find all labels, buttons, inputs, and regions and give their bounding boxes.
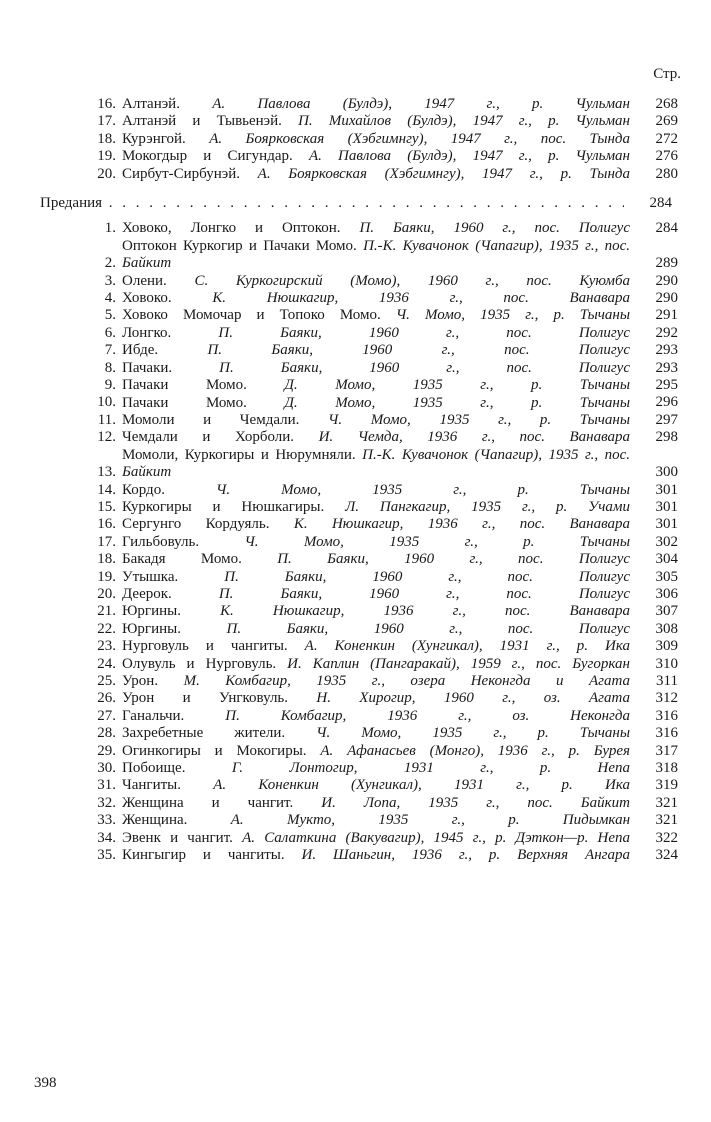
entry-number: 29. — [97, 742, 116, 759]
entry-number: 32. — [97, 794, 116, 811]
entry-page: 322 — [655, 829, 678, 846]
section-heading — [40, 195, 680, 212]
entry-title: Мокогдыр и Сигундар. — [122, 148, 293, 165]
entry-number: 9. — [104, 377, 116, 394]
entry-body — [122, 238, 630, 273]
entry-title: Пачаки Момо. — [122, 377, 247, 394]
entry-author: Ч. Момо, 1935 г., р. Тычаны — [395, 307, 630, 324]
page-number: 398 — [34, 1075, 57, 1091]
toc-entry — [40, 290, 680, 307]
entry-author: П. Комбагир, 1936 г., оз. Неконгда — [225, 707, 630, 724]
entry-page: 318 — [655, 760, 678, 776]
toc-entry — [40, 777, 680, 794]
table-of-contents — [40, 96, 680, 864]
entry-body — [122, 777, 630, 794]
entry-title: Урон и Унгковуль. — [122, 690, 289, 707]
entry-number: 24. — [97, 655, 116, 672]
entry-author: Л. Пангкагир, 1935 г., р. Учами — [345, 498, 630, 515]
entry-author: И. Каплин (Пангаракай), 1959 г., пос. Бугоркан — [287, 655, 630, 672]
toc-entry — [40, 621, 680, 638]
entry-body — [122, 447, 630, 482]
entry-author: М. Комбагир, 1935 г., озера Неконгда и Агата — [183, 672, 630, 689]
entry-title: Куркогиры и Нюшкагиры. — [122, 498, 325, 515]
entry-body — [122, 166, 630, 183]
toc-entry — [40, 516, 680, 533]
entry-author: Ч. Момо, 1935 г., р. Тычаны — [316, 725, 630, 742]
entry-number: 18. — [97, 551, 116, 568]
toc-entry — [40, 673, 680, 690]
entry-body — [122, 656, 630, 673]
entry-page: 321 — [655, 812, 678, 829]
toc-entry — [40, 342, 680, 359]
entry-title: Сирбут-Сирбунэй. — [122, 165, 240, 182]
entry-title: Момоли и Чемдали. — [122, 411, 300, 428]
entry-number: 33. — [97, 812, 116, 829]
entry-body — [122, 96, 630, 113]
toc-entry — [40, 760, 680, 777]
toc-entry — [40, 96, 680, 113]
entry-number: 11. — [97, 411, 116, 428]
entry-title: Женщина. — [122, 812, 188, 829]
entry-author: А. Павлова (Булдэ), 1947 г., р. Чульман — [308, 148, 630, 165]
entry-body — [122, 708, 630, 725]
entry-page: 300 — [655, 464, 678, 481]
entry-author: П. Баяки, 1960 г., пос. Полигус — [218, 585, 630, 602]
entry-number: 30. — [97, 760, 116, 776]
entry-author: П. Баяки, 1960 г., пос. Полигус — [218, 324, 630, 341]
entry-body — [122, 342, 630, 359]
entry-number: 12. — [97, 429, 116, 446]
entry-page: 289 — [655, 255, 678, 272]
entry-title: Кордо. — [122, 481, 165, 498]
entry-body — [122, 812, 630, 829]
entry-title: Женщина и чангит. — [122, 794, 294, 811]
entry-title: Огинкогиры и Мокогиры. — [122, 742, 307, 759]
entry-body — [122, 220, 630, 237]
entry-title: Ховоко, Лонгко и Оптокон. — [122, 220, 341, 237]
entry-body — [122, 148, 630, 165]
entry-number: 19. — [97, 568, 116, 585]
entry-body — [122, 534, 630, 551]
entry-number: 13. — [97, 464, 116, 481]
entry-author: К. Нюшкагир, 1936 г., пос. Ванавара — [220, 603, 630, 620]
entry-number: 16. — [97, 96, 116, 112]
toc-entry — [40, 273, 680, 290]
entry-body — [122, 673, 630, 690]
entry-number: 1. — [104, 220, 116, 237]
section-page: 284 — [649, 195, 672, 212]
entry-title: Утышка. — [122, 568, 179, 585]
entry-author: Ч. Момо, 1935 г., р. Тычаны — [244, 533, 630, 550]
entry-body — [122, 412, 630, 429]
entry-author: П. Баяки, 1960 г., пос. Полигус — [226, 620, 630, 637]
entry-title: Алтанэй и Тывьенэй. — [122, 113, 282, 130]
entry-number: 20. — [97, 165, 116, 182]
entry-title: Чангиты. — [122, 777, 181, 794]
entry-title: Юргины. — [122, 620, 181, 637]
entry-title: Момоли, Куркогиры и Нюрумняли. — [122, 446, 356, 463]
entry-number: 20. — [97, 585, 116, 602]
entry-title: Олени. — [122, 272, 167, 289]
entry-page: 301 — [655, 481, 678, 498]
entry-title: Захребетные жители. — [122, 725, 286, 742]
entry-number: 27. — [97, 707, 116, 724]
page-column-label: Стр. — [653, 66, 681, 82]
entry-title: Эвенк и чангит. — [122, 829, 233, 846]
entry-author: П. Баяки, 1960 г., пос. Полигус — [359, 220, 630, 237]
entry-page: 311 — [656, 672, 678, 689]
entry-body — [122, 499, 630, 516]
toc-entry — [40, 499, 680, 516]
entry-page: 308 — [655, 620, 678, 637]
entry-title: Деерок. — [122, 585, 172, 602]
entry-page: 302 — [655, 533, 678, 550]
entry-page: 301 — [655, 516, 678, 533]
entry-author: А. Боярковская (Хэбгимнгу), 1947 г., пос. Тында — [209, 130, 630, 147]
entry-page: 290 — [655, 272, 678, 289]
entry-page: 296 — [655, 394, 678, 411]
toc-entry — [40, 166, 680, 183]
entry-body — [122, 395, 630, 412]
entry-number: 17. — [97, 113, 116, 130]
entry-page: 306 — [655, 585, 678, 602]
toc-entry — [40, 551, 680, 568]
entry-page: 317 — [655, 742, 678, 759]
toc-entry — [40, 325, 680, 342]
toc-entry — [40, 708, 680, 725]
entry-author: А. Коненкин (Хунгикал), 1931 г., р. Ика — [304, 638, 630, 655]
entry-page: 309 — [655, 638, 678, 655]
entry-title: Оптокон Куркогир и Пачаки Момо. — [122, 237, 357, 254]
entry-number: 34. — [97, 829, 116, 846]
entry-body — [122, 429, 630, 446]
entry-page: 316 — [655, 707, 678, 724]
toc-entry — [40, 238, 680, 273]
entry-page: 324 — [655, 847, 678, 864]
toc-entry — [40, 690, 680, 707]
toc-entry — [40, 148, 680, 165]
entry-author: И. Лопа, 1935 г., пос. Байкит — [321, 794, 630, 811]
entry-number: 25. — [97, 672, 116, 689]
entry-title: Гильбовуль. — [122, 533, 200, 550]
entry-title: Ховоко. — [122, 290, 172, 307]
entry-number: 22. — [97, 620, 116, 637]
toc-entry — [40, 638, 680, 655]
entry-number: 16. — [97, 516, 116, 533]
entry-author: А. Афанасьев (Монго), 1936 г., р. Бурея — [320, 742, 630, 759]
toc-entry — [40, 795, 680, 812]
entry-body — [122, 113, 630, 130]
entry-body — [122, 360, 630, 377]
entry-author: П. Михайлов (Булдэ), 1947 г., р. Чульман — [298, 113, 630, 130]
entries-top — [40, 96, 680, 183]
entry-body — [122, 273, 630, 290]
entry-title: Юргины. — [122, 603, 181, 620]
toc-entry — [40, 429, 680, 446]
entry-title: Алтанэй. — [122, 96, 180, 113]
toc-entry — [40, 812, 680, 829]
entry-author: Д. Момо, 1935 г., р. Тычаны — [284, 394, 630, 411]
entry-author: А. Боярковская (Хэбгимнгу), 1947 г., р. Тында — [257, 165, 630, 182]
entry-number: 23. — [97, 638, 116, 655]
entry-title: Ибде. — [122, 342, 159, 359]
entry-number: 8. — [104, 359, 116, 376]
entry-author: П. Баяки, 1960 г., пос. Полигус — [277, 551, 630, 568]
entry-title: Нурговуль и чангиты. — [122, 638, 288, 655]
entry-page: 307 — [655, 603, 678, 620]
entry-title: Олувуль и Нурговуль. — [122, 655, 277, 672]
entry-body — [122, 586, 630, 603]
entry-author: П.-К. Кувачонок (Чапагир), 1935 г., пос. Байкит — [122, 237, 630, 272]
toc-entry — [40, 131, 680, 148]
entry-page: 310 — [655, 655, 678, 672]
entry-title: Ганальчи. — [122, 707, 185, 724]
entry-title: Побоище. — [122, 760, 186, 777]
entry-body — [122, 621, 630, 638]
entry-author: П. Баяки, 1960 г., пос. Полигус — [224, 568, 630, 585]
entry-body — [122, 377, 630, 394]
toc-entry — [40, 534, 680, 551]
entry-body — [122, 307, 630, 324]
entry-body — [122, 131, 630, 148]
entry-body — [122, 603, 630, 620]
toc-entry — [40, 847, 680, 864]
entry-body — [122, 638, 630, 655]
entry-page: 293 — [655, 342, 678, 359]
entry-title: Пачаки Момо. — [122, 394, 247, 411]
entry-author: А. Павлова (Булдэ), 1947 г., р. Чульман — [212, 96, 630, 113]
entry-number: 3. — [104, 272, 116, 289]
entry-author: Г. Лонтогир, 1931 г., р. Непа — [231, 760, 630, 777]
entry-title: Чемдали и Хорболи. — [122, 429, 295, 446]
entry-page: 284 — [655, 220, 678, 237]
entry-title: Пачаки. — [122, 359, 173, 376]
entry-page: 280 — [655, 165, 678, 182]
section-title-text: Предания — [40, 195, 103, 212]
toc-entry — [40, 377, 680, 394]
entry-author: Ч. Момо, 1935 г., р. Тычаны — [216, 481, 630, 498]
entry-number: 28. — [97, 725, 116, 742]
entry-number: 7. — [104, 342, 116, 359]
toc-entry — [40, 482, 680, 499]
entry-number: 31. — [97, 777, 116, 794]
entry-author: П.-К. Кувачонок (Чапагир), 1935 г., пос. Байкит — [122, 446, 630, 481]
entry-body — [122, 690, 630, 707]
entry-number: 21. — [97, 603, 116, 620]
entry-page: 305 — [655, 568, 678, 585]
entry-title: Урон. — [122, 672, 159, 689]
toc-entry — [40, 412, 680, 429]
entry-number: 5. — [104, 307, 116, 324]
entry-page: 321 — [655, 794, 678, 811]
entry-body — [122, 743, 630, 760]
entry-author: А. Мукто, 1935 г., р. Пидымкан — [230, 812, 630, 829]
entry-body — [122, 516, 630, 533]
entry-number: 15. — [97, 498, 116, 515]
entry-page: 269 — [655, 113, 678, 130]
entry-title: Сергунго Кордуяль. — [122, 516, 270, 533]
entry-number: 19. — [97, 148, 116, 165]
toc-entry — [40, 307, 680, 324]
toc-entry — [40, 360, 680, 377]
entry-page: 268 — [655, 96, 678, 112]
entry-number: 17. — [97, 533, 116, 550]
entry-page: 290 — [655, 290, 678, 307]
section-title — [40, 195, 624, 212]
entry-body — [122, 290, 630, 307]
entry-author: И. Чемда, 1936 г., пос. Ванавара — [318, 429, 630, 446]
entries-section — [40, 220, 680, 864]
entry-body — [122, 325, 630, 342]
entry-number: 35. — [97, 847, 116, 864]
entry-author: И. Шаньгин, 1936 г., р. Верхняя Ангара — [301, 847, 630, 864]
entry-author: П. Баяки, 1960 г., пос. Полигус — [219, 359, 630, 376]
toc-entry — [40, 743, 680, 760]
entry-author: Д. Момо, 1935 г., р. Тычаны — [284, 377, 630, 394]
toc-entry — [40, 725, 680, 742]
toc-entry — [40, 394, 680, 411]
toc-entry — [40, 830, 680, 847]
toc-entry — [40, 220, 680, 237]
entry-author: К. Нюшкагир, 1936 г., пос. Ванавара — [293, 516, 630, 533]
entry-author: Н. Хирогир, 1960 г., оз. Агата — [316, 690, 630, 707]
entry-page: 295 — [655, 377, 678, 394]
entry-page: 276 — [655, 148, 678, 165]
entry-number: 18. — [97, 130, 116, 147]
entry-body — [122, 847, 630, 864]
entry-body — [122, 551, 630, 568]
entry-body — [122, 725, 630, 742]
toc-entry — [40, 586, 680, 603]
entry-page: 297 — [655, 411, 678, 428]
entry-page: 293 — [655, 359, 678, 376]
entry-page: 312 — [655, 690, 678, 707]
entry-page: 298 — [655, 429, 678, 446]
entry-author: П. Баяки, 1960 г., пос. Полигус — [207, 342, 630, 359]
toc-entry — [40, 656, 680, 673]
entry-number: 6. — [104, 324, 116, 341]
entry-title: Лонгко. — [122, 324, 172, 341]
entry-author: С. Куркогирский (Момо), 1960 г., пос. Куюмба — [194, 272, 630, 289]
entry-body — [122, 760, 630, 777]
entry-page: 292 — [655, 324, 678, 341]
entry-number: 2. — [104, 255, 116, 272]
entry-author: Ч. Момо, 1935 г., р. Тычаны — [328, 411, 630, 428]
entry-page: 316 — [655, 725, 678, 742]
toc-entry — [40, 569, 680, 586]
toc-entry — [40, 113, 680, 130]
entry-title: Курэнгой. — [122, 130, 186, 147]
entry-number: 4. — [104, 290, 116, 307]
entry-page: 301 — [655, 498, 678, 515]
entry-body — [122, 482, 630, 499]
entry-title: Бакадя Момо. — [122, 551, 242, 568]
entry-page: 291 — [655, 307, 678, 324]
entry-page: 272 — [655, 130, 678, 147]
entry-page: 304 — [655, 551, 678, 568]
entry-number: 14. — [97, 481, 116, 498]
entry-body — [122, 795, 630, 812]
entry-author: К. Нюшкагир, 1936 г., пос. Ванавара — [212, 290, 630, 307]
entry-body — [122, 569, 630, 586]
entry-number: 26. — [97, 690, 116, 707]
entry-number: 10. — [97, 394, 116, 411]
entry-author: А. Коненкин (Хунгикал), 1931 г., р. Ика — [213, 777, 630, 794]
entry-author: А. Салаткина (Вакувагир), 1945 г., р. Дэткон—р. Непа — [242, 829, 630, 846]
entry-title: Кингыгир и чангиты. — [122, 847, 285, 864]
toc-entry — [40, 447, 680, 482]
entry-page: 319 — [655, 777, 678, 794]
toc-entry — [40, 603, 680, 620]
entry-title: Ховоко Момочар и Топоко Момо. — [122, 307, 381, 324]
entry-body — [122, 830, 630, 847]
